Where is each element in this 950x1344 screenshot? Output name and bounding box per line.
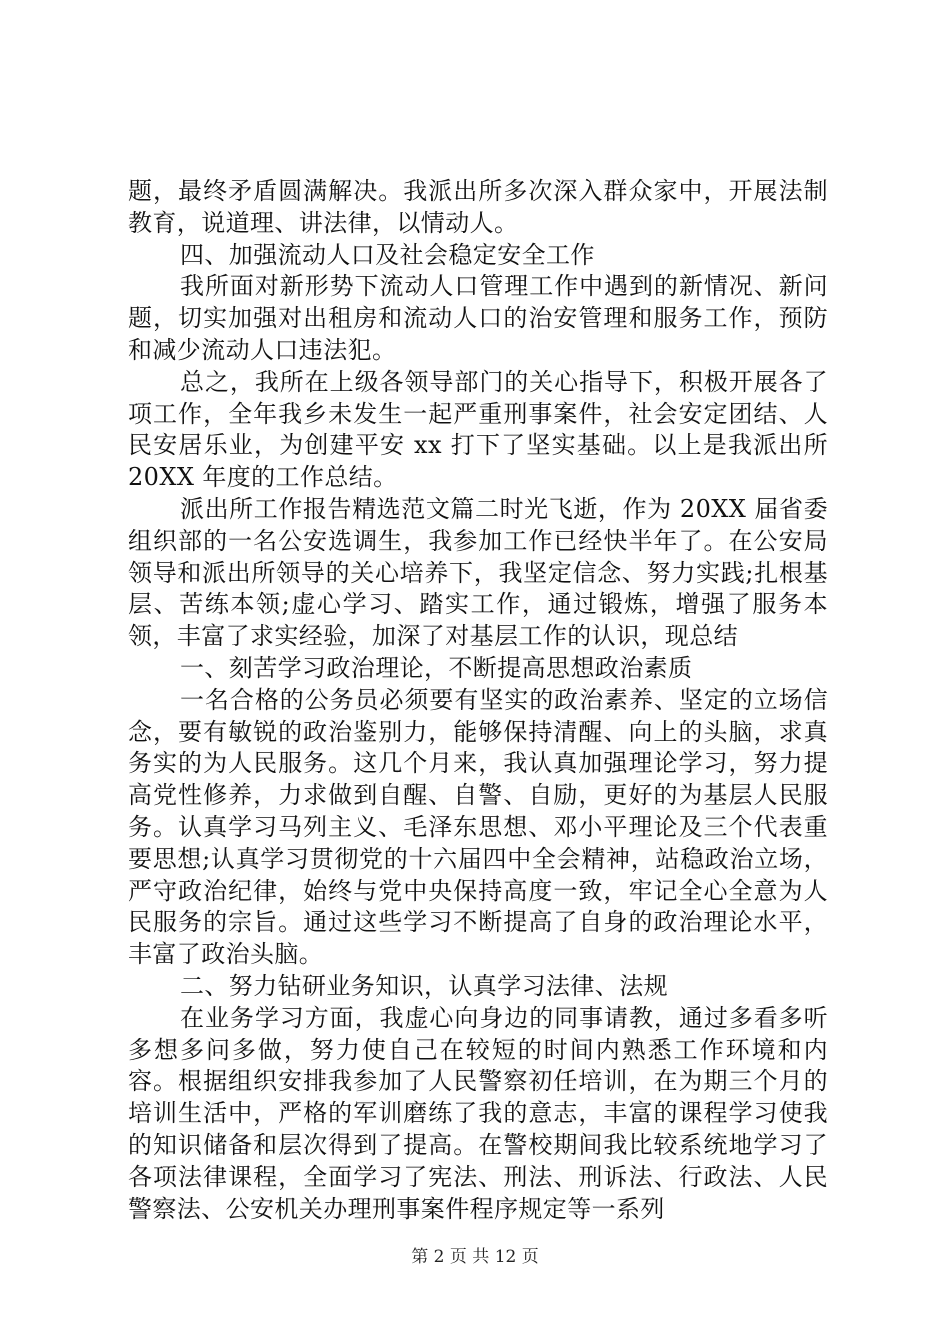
paragraph-4: 总之，我所在上级各领导部门的关心指导下，积极开展各了项工作，全年我乡未发生一起严重刑事案件，社会安定团结、人民安居乐业，为创建平安 xx 打下了坚实基础。以上是我派出所 20XX 年度的工作总结。 <box>128 367 828 492</box>
page-number-footer: 第 2 页 共 12 页 <box>411 1247 539 1267</box>
paragraph-3: 我所面对新形势下流动人口管理工作中遇到的新情况、新问题，切实加强对出租房和流动人口的治安管理和服务工作，预防和减少流动人口违法犯。 <box>128 272 828 364</box>
section-heading-1: 一、刻苦学习政治理论，不断提高思想政治素质 <box>180 653 693 682</box>
paragraph-5: 派出所工作报告精选范文篇二时光飞逝，作为 20XX 届省委组织部的一名公安选调生，我参加工作已经快半年了。在公安局领导和派出所领导的关心培养下，我坚定信念、努力实践;扎根基层、苦练本领;虚心学习、踏实工作，通过锻炼，增强了服务本领，丰富了求实经验，加深了对基层工作的认识，现总结 <box>128 494 828 651</box>
document-body <box>128 176 828 1225</box>
paragraph-9: 在业务学习方面，我虚心向身边的同事请教，通过多看多听多想多问多做，努力使自己在较短的时间内熟悉工作环境和内容。根据组织安排我参加了人民警察初任培训，在为期三个月的培训生活中，严格的军训磨练了我的意志，丰富的课程学习使我的知识储备和层次得到了提高。在警校期间我比较系统地学习了各项法律课程，全面学习了宪法、刑法、刑诉法、行政法、人民警察法、公安机关办理刑事案件程序规定等一系列 <box>128 1003 828 1223</box>
section-heading-2: 二、努力钻研业务知识，认真学习法律、法规 <box>180 971 668 1000</box>
paragraph-7: 一名合格的公务员必须要有坚实的政治素养、坚定的立场信念，要有敏锐的政治鉴别力，能够保持清醒、向上的头脑，求真务实的为人民服务。这几个月来，我认真加强理论学习，努力提高党性修养，力求做到自醒、自警、自励，更好的为基层人民服务。认真学习马列主义、毛泽东思想、邓小平理论及三个代表重要思想;认真学习贯彻党的十六届四中全会精神，站稳政治立场，严守政治纪律，始终与党中央保持高度一致，牢记全心全意为人民服务的宗旨。通过这些学习不断提高了自身的政治理论水平，丰富了政治头脑。 <box>128 685 828 969</box>
paragraph-1: 题，最终矛盾圆满解决。我派出所多次深入群众家中，开展法制教育，说道理、讲法律，以情动人。 <box>128 177 828 237</box>
section-heading-4: 四、加强流动人口及社会稳定安全工作 <box>180 240 595 269</box>
